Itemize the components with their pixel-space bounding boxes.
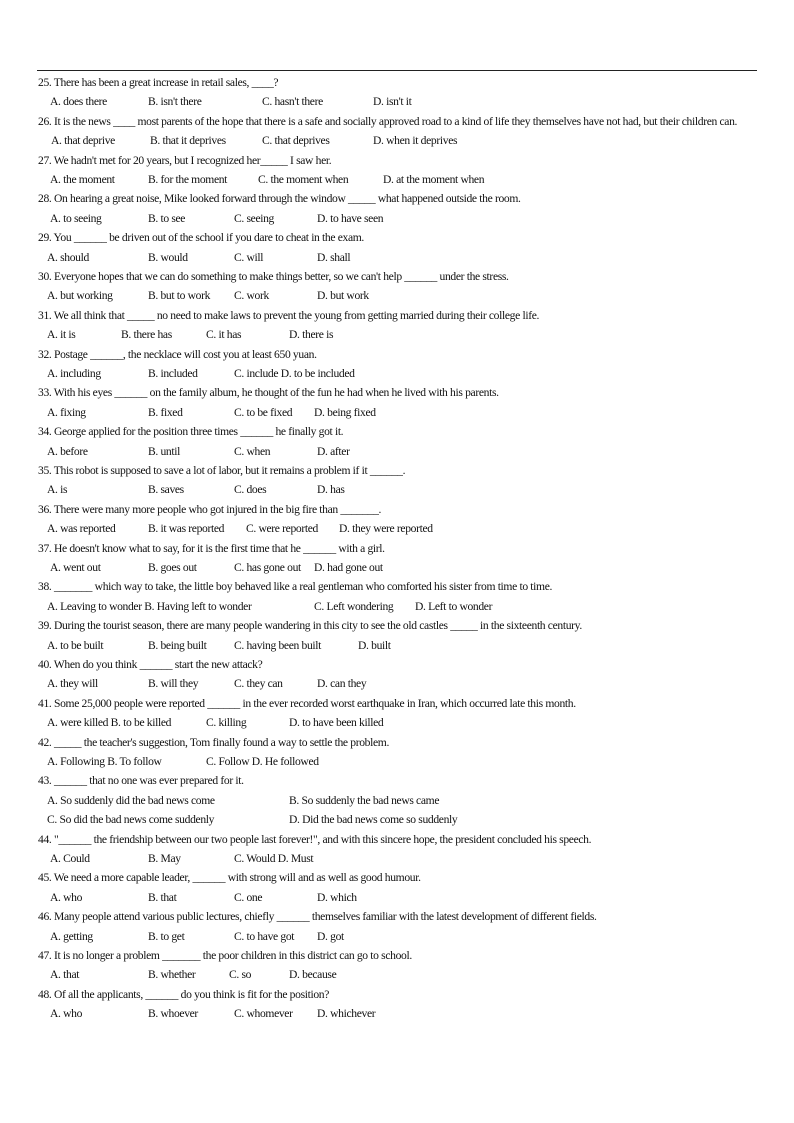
answer-options [38, 92, 756, 111]
answer-option: D. can they [317, 677, 367, 691]
question-text: 46. Many people attend various public lectures, chiefly ______ themselves familiar with the latest development of different fields. [38, 910, 597, 924]
answer-options [38, 636, 756, 655]
answer-option: B. goes out [148, 560, 197, 574]
question-text: 33. With his eyes ______ on the family album, he thought of the fun he had when he lived with his parents. [38, 386, 499, 400]
answer-options [38, 927, 756, 946]
question-text: 41. Some 25,000 people were reported ______ in the ever recorded worst earthquake in Iran, which occurred late this month. [38, 696, 576, 710]
answer-option: C. So did the bad news come suddenly [47, 813, 215, 827]
question-text: 26. It is the news ____ most parents of the hope that there is a safe and socially approved road to a kind of life they themselves have not had, but their children can. [38, 114, 738, 128]
answer-option: A. was reported [47, 522, 116, 536]
answer-option: C. when [234, 444, 271, 458]
answer-option: A. to seeing [50, 211, 102, 225]
answer-option: B. included [148, 366, 198, 380]
answer-option: C. work [234, 289, 269, 303]
answer-option: C. seeing [234, 211, 274, 225]
answer-option: A. were killed B. to be killed [47, 716, 172, 730]
answer-option: B. would [148, 250, 188, 264]
answer-option: A. Leaving to wonder B. Having left to wonder [47, 599, 252, 613]
question-text: 27. We hadn't met for 20 years, but I recognized her_____ I saw her. [38, 153, 332, 167]
answer-options [38, 403, 756, 422]
question-text: 43. ______ that no one was ever prepared for it. [38, 774, 244, 788]
question-text: 38. _______ which way to take, the little boy behaved like a real gentleman who comforted his sister from time to time. [38, 580, 553, 594]
answer-option: C. include D. to be included [234, 366, 355, 380]
answer-option: B. whoever [148, 1007, 198, 1021]
question-text: 31. We all think that _____ no need to make laws to prevent the young from getting married during their college life. [38, 308, 540, 322]
answer-options [38, 791, 756, 810]
answer-option: A. getting [50, 929, 93, 943]
answer-option: A. who [50, 1007, 83, 1021]
answer-option: A. they will [47, 677, 98, 691]
answer-option: C. to have got [234, 929, 295, 943]
answer-option: A. including [47, 366, 101, 380]
answer-option: C. Follow D. He followed [206, 754, 319, 768]
answer-options [38, 248, 756, 267]
answer-option: D. to have been killed [289, 716, 384, 730]
answer-option: B. to get [148, 929, 185, 943]
header-rule [37, 70, 757, 71]
answer-options [38, 1004, 756, 1023]
answer-options [38, 209, 756, 228]
answer-option: A. Could [50, 851, 90, 865]
answer-option: B. until [148, 444, 180, 458]
answer-option: C. hasn't there [262, 95, 323, 109]
answer-option: A. before [47, 444, 88, 458]
answer-option: A. should [47, 250, 89, 264]
answer-option: A. fixing [47, 405, 86, 419]
answer-option: A. but working [47, 289, 113, 303]
question-list [38, 73, 756, 1024]
answer-options [38, 674, 756, 693]
answer-option: C. they can [234, 677, 283, 691]
question-text: 37. He doesn't know what to say, for it is the first time that he ______ with a girl. [38, 541, 385, 555]
question-text: 48. Of all the applicants, ______ do you think is fit for the position? [38, 987, 330, 1001]
answer-options [38, 965, 756, 984]
answer-option: B. whether [148, 968, 196, 982]
question-text: 40. When do you think ______ start the new attack? [38, 657, 263, 671]
answer-option: C. killing [206, 716, 247, 730]
answer-option: D. there is [289, 328, 334, 342]
answer-option: D. built [358, 638, 391, 652]
answer-option: D. at the moment when [383, 173, 485, 186]
answer-options [38, 519, 756, 538]
answer-option: C. Left wondering [314, 599, 394, 613]
answer-options [38, 170, 756, 189]
answer-option: C. so [229, 968, 252, 982]
answer-option: D. whichever [317, 1007, 376, 1021]
answer-option: B. fixed [148, 405, 183, 419]
answer-option: A. the moment [50, 173, 115, 186]
answer-option: A. is [47, 483, 68, 497]
question-text: 32. Postage ______, the necklace will cost you at least 650 yuan. [38, 347, 317, 361]
answer-options [38, 888, 756, 907]
answer-option: B. for the moment [148, 173, 228, 186]
answer-option: C. Would D. Must [234, 851, 314, 865]
answer-option: D. had gone out [314, 560, 383, 574]
answer-option: C. one [234, 890, 263, 904]
question-text: 25. There has been a great increase in retail sales, ____? [38, 76, 279, 89]
answer-option: D. got [317, 929, 344, 943]
answer-option: D. because [289, 968, 337, 982]
answer-option: D. after [317, 444, 350, 458]
question-text: 28. On hearing a great noise, Mike looked forward through the window _____ what happened outside the room. [38, 192, 521, 206]
answer-option: D. has [317, 483, 345, 497]
answer-options [38, 325, 756, 344]
answer-option: C. will [234, 250, 264, 264]
answer-option: D. isn't it [373, 95, 412, 109]
answer-option: A. went out [50, 560, 101, 574]
answer-option: D. being fixed [314, 405, 376, 419]
answer-option: D. shall [317, 250, 351, 264]
answer-option: D. when it deprives [373, 134, 458, 148]
question-text: 45. We need a more capable leader, ______ with strong will and as well as good humour. [38, 871, 421, 885]
answer-option: C. that deprives [262, 134, 330, 148]
answer-option: A. that [50, 968, 80, 982]
question-text: 35. This robot is supposed to save a lot of labor, but it remains a problem if it ______. [38, 463, 406, 477]
answer-option: A. to be built [47, 638, 104, 652]
answer-option: C. has gone out [234, 560, 301, 574]
answer-option: B. it was reported [148, 522, 225, 536]
question-text: 44. "______ the friendship between our two people last forever!", and with this sincere hope, the president concluded his speech. [38, 832, 592, 846]
answer-options [38, 480, 756, 499]
answer-options [38, 286, 756, 305]
answer-options [38, 810, 756, 829]
answer-option: D. Did the bad news come so suddenly [289, 813, 458, 827]
answer-options [38, 752, 756, 771]
question-text: 29. You ______ be driven out of the school if you dare to cheat in the exam. [38, 231, 364, 245]
question-text: 39. During the tourist season, there are many people wandering in this city to see the old castles _____ in the sixteenth century. [38, 619, 582, 633]
answer-option: A. So suddenly did the bad news come [47, 793, 215, 807]
answer-option: C. to be fixed [234, 405, 293, 419]
question-text: 30. Everyone hopes that we can do something to make things better, so we can't help ______ under the stress. [38, 269, 509, 283]
answer-options [38, 364, 756, 383]
answer-option: B. saves [148, 483, 184, 497]
answer-option: A. does there [50, 95, 107, 109]
answer-option: C. does [234, 483, 267, 497]
answer-option: B. May [148, 851, 181, 865]
answer-option: B. that it deprives [150, 134, 226, 148]
answer-option: D. they were reported [339, 522, 433, 536]
answer-option: B. isn't there [148, 95, 202, 109]
answer-option: D. but work [317, 289, 369, 303]
answer-option: C. were reported [246, 522, 318, 536]
answer-option: A. who [50, 890, 83, 904]
answer-option: C. whomever [234, 1007, 293, 1021]
answer-option: B. to see [148, 211, 186, 225]
question-text: 36. There were many more people who got injured in the big fire than _______. [38, 502, 382, 516]
answer-option: B. being built [148, 638, 207, 652]
answer-option: C. having been built [234, 638, 322, 652]
answer-option: B. that [148, 890, 177, 904]
answer-option: D. which [317, 890, 357, 904]
answer-option: C. it has [206, 328, 242, 342]
answer-option: D. to have seen [317, 211, 384, 225]
answer-options [38, 442, 756, 461]
answer-option: A. that deprive [51, 134, 115, 148]
answer-option: B. but to work [148, 289, 211, 303]
answer-option: B. will they [148, 677, 199, 691]
answer-option: A. Following B. To follow [47, 754, 162, 768]
answer-option: B. there has [121, 328, 172, 342]
answer-option: B. So suddenly the bad news came [289, 793, 440, 807]
answer-option: D. Left to wonder [415, 599, 493, 613]
question-text: 42. _____ the teacher's suggestion, Tom finally found a way to settle the problem. [38, 735, 390, 749]
answer-options [38, 597, 756, 616]
answer-options [38, 849, 756, 868]
answer-option: A. it is [47, 328, 76, 342]
answer-options [38, 131, 756, 150]
question-text: 47. It is no longer a problem _______ the poor children in this district can go to school. [38, 948, 412, 962]
question-text: 34. George applied for the position three times ______ he finally got it. [38, 425, 344, 439]
answer-options [38, 713, 756, 732]
answer-options [38, 558, 756, 577]
answer-option: C. the moment when [258, 173, 349, 186]
